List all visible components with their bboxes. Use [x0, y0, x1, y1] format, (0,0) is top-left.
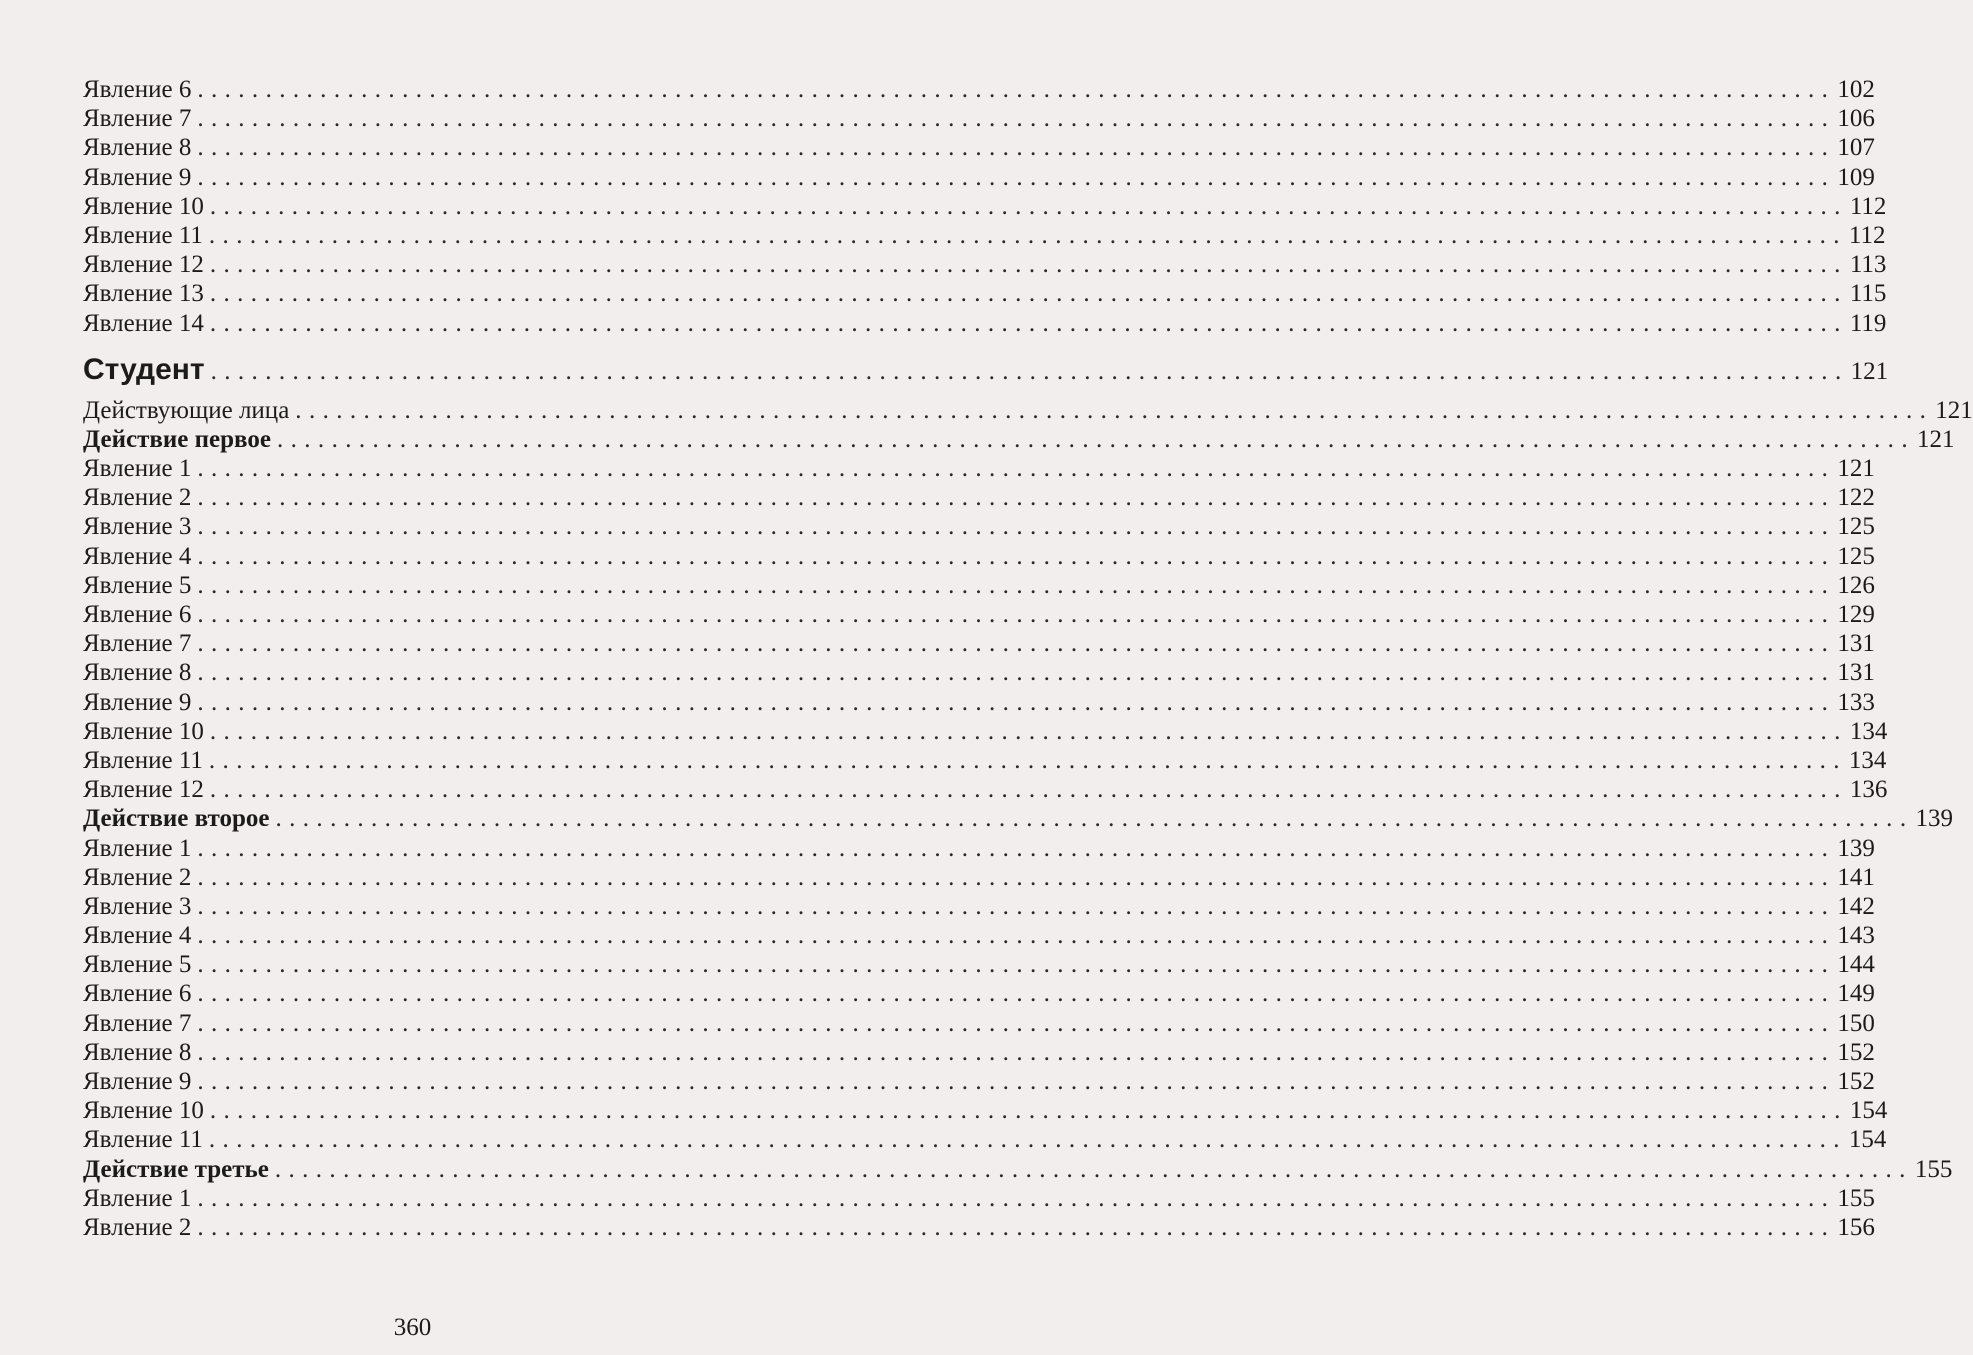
entry-title: Явление 1 [83, 1184, 192, 1212]
dot-leader: ........................................................................................................................ [197, 542, 1836, 570]
toc-entry [79, 571, 1875, 600]
entry-title: Явление 13 [83, 280, 204, 308]
entry-page-number: 152 [1837, 1038, 1875, 1066]
entry-page-number: 121 [1850, 357, 1889, 385]
toc-entry [79, 775, 1888, 804]
entry-page-number: 139 [1915, 805, 1953, 833]
dot-leader: ........................................................................................................................ [197, 980, 1836, 1008]
dot-leader: ........................................................................................................................ [197, 76, 1836, 103]
dot-leader: ........................................................................................................................ [210, 357, 1849, 385]
dot-leader: ........................................................................................................................ [197, 951, 1836, 979]
entry-page-number: 113 [1849, 251, 1887, 279]
entry-page-number: 122 [1837, 484, 1875, 512]
page-number: 360 [393, 1314, 432, 1341]
entry-page-number: 134 [1848, 746, 1887, 774]
entry-title: Явление 7 [83, 105, 192, 133]
dot-leader: ........................................................................................................................ [197, 659, 1836, 687]
entry-page-number: 121 [1837, 455, 1875, 483]
toc-act-heading [79, 804, 1953, 833]
dot-leader: ........................................................................................................................ [197, 922, 1836, 950]
entry-title: Явление 11 [83, 221, 203, 249]
entry-title: Явление 6 [83, 980, 192, 1008]
toc-entry [79, 746, 1887, 775]
entry-title: Явление 8 [83, 1038, 192, 1066]
entry-page-number: 154 [1849, 1097, 1888, 1125]
dot-leader: ........................................................................................................................ [295, 396, 1934, 424]
dot-leader: ........................................................................................................................ [197, 630, 1836, 658]
entry-page-number: 133 [1837, 688, 1875, 716]
toc-entry [79, 834, 1875, 863]
entry-page-number: 154 [1848, 1126, 1887, 1154]
dot-leader: ........................................................................................................................ [197, 455, 1836, 483]
entry-page-number: 141 [1837, 863, 1875, 891]
dot-leader: ........................................................................................................................ [209, 309, 1848, 337]
section-title: Студент [83, 352, 205, 386]
entry-title: Явление 9 [83, 1068, 192, 1095]
dot-leader: ........................................................................................................................ [275, 805, 1914, 833]
toc-entry [79, 892, 1875, 921]
toc-entry [79, 658, 1875, 687]
entry-title: Явление 10 [83, 1097, 204, 1125]
dot-leader: ........................................................................................................................ [197, 513, 1836, 541]
entry-title: Явление 12 [83, 776, 204, 804]
entry-page-number: 131 [1837, 659, 1875, 687]
table-of-contents [79, 75, 1973, 1242]
entry-title: Явление 10 [83, 192, 204, 220]
entry-title: Явление 11 [83, 1126, 203, 1154]
toc-entry [79, 688, 1875, 717]
toc-entry [79, 1067, 1875, 1096]
toc-section-heading [79, 346, 1889, 394]
entry-title: Явление 2 [83, 484, 192, 512]
entry-title: Явление 11 [83, 746, 203, 774]
dot-leader: ........................................................................................................................ [208, 746, 1847, 774]
toc-entry [79, 542, 1875, 571]
dot-leader: ........................................................................................................................ [276, 425, 1915, 453]
toc-act-heading [79, 425, 1955, 454]
toc-entry [79, 863, 1875, 892]
toc-entry [79, 600, 1875, 629]
entry-page-number: 144 [1837, 951, 1875, 979]
dot-leader: ........................................................................................................................ [209, 776, 1848, 804]
toc-entry [79, 921, 1875, 950]
entry-page-number: 112 [1848, 221, 1886, 249]
toc-entry [79, 979, 1875, 1008]
toc-entry [79, 163, 1875, 192]
toc-entry [79, 629, 1875, 658]
entry-page-number: 121 [1935, 396, 1973, 424]
dot-leader: ........................................................................................................................ [197, 134, 1836, 162]
entry-title: Явление 10 [83, 717, 204, 745]
toc-entry [79, 1038, 1875, 1067]
act-title: Действие первое [83, 425, 271, 453]
dot-leader: ........................................................................................................................ [197, 1068, 1836, 1095]
entry-page-number: 125 [1837, 513, 1875, 541]
entry-page-number: 149 [1837, 980, 1875, 1008]
dot-leader: ........................................................................................................................ [209, 717, 1848, 745]
dot-leader: ........................................................................................................................ [197, 892, 1836, 920]
toc-entry [79, 104, 1875, 133]
entry-page-number: 125 [1837, 542, 1875, 570]
toc-entry [79, 75, 1875, 104]
toc-entry [79, 133, 1875, 162]
entry-page-number: 142 [1837, 892, 1875, 920]
entry-page-number: 129 [1837, 601, 1875, 628]
entry-title: Явление 1 [83, 834, 192, 862]
entry-page-number: 139 [1837, 834, 1875, 862]
entry-title: Действующие лица [83, 396, 290, 424]
entry-page-number: 109 [1837, 163, 1875, 191]
entry-title: Явление 9 [83, 163, 192, 191]
dot-leader: ........................................................................................................................ [197, 1213, 1836, 1241]
dot-leader: ........................................................................................................................ [197, 688, 1836, 716]
toc-act-heading [79, 1155, 1953, 1184]
entry-title: Явление 2 [83, 863, 192, 891]
dot-leader: ........................................................................................................................ [197, 484, 1836, 512]
toc-entry [79, 250, 1887, 279]
dot-leader: ........................................................................................................................ [208, 1126, 1847, 1154]
entry-title: Явление 3 [83, 513, 192, 541]
entry-page-number: 155 [1837, 1184, 1875, 1212]
toc-entry [79, 512, 1875, 541]
entry-title: Явление 5 [83, 571, 192, 599]
toc-entry [79, 1125, 1887, 1154]
entry-title: Явление 8 [83, 659, 192, 687]
entry-title: Явление 3 [83, 892, 192, 920]
entry-title: Явление 9 [83, 688, 192, 716]
entry-page-number: 121 [1916, 425, 1955, 453]
entry-page-number: 150 [1837, 1009, 1875, 1037]
toc-entry [79, 717, 1888, 746]
toc-entry [79, 1184, 1875, 1213]
entry-page-number: 136 [1849, 776, 1888, 804]
entry-title: Явление 1 [83, 455, 192, 483]
entry-title: Явление 14 [83, 309, 204, 337]
toc-entry [79, 279, 1887, 308]
dot-leader: ........................................................................................................................ [197, 1009, 1836, 1037]
dot-leader: ........................................................................................................................ [197, 105, 1836, 133]
entry-title: Явление 5 [83, 951, 192, 979]
entry-title: Явление 6 [83, 601, 192, 628]
entry-page-number: 119 [1849, 309, 1887, 337]
dot-leader: ........................................................................................................................ [208, 221, 1847, 249]
toc-entry [79, 1009, 1875, 1038]
entry-title: Явление 6 [83, 76, 192, 103]
entry-page-number: 115 [1849, 280, 1887, 308]
entry-page-number: 102 [1837, 76, 1875, 103]
entry-title: Явление 7 [83, 630, 192, 658]
dot-leader: ........................................................................................................................ [197, 1184, 1836, 1212]
entry-page-number: 107 [1837, 134, 1875, 162]
entry-page-number: 143 [1837, 922, 1875, 950]
entry-page-number: 156 [1837, 1213, 1875, 1241]
toc-entry [79, 1096, 1888, 1125]
entry-page-number: 155 [1914, 1155, 1953, 1183]
entry-page-number: 112 [1849, 192, 1887, 220]
entry-page-number: 106 [1837, 105, 1875, 133]
dot-leader: ........................................................................................................................ [197, 571, 1836, 599]
entry-title: Явление 12 [83, 251, 204, 279]
entry-page-number: 131 [1837, 630, 1875, 658]
dot-leader: ........................................................................................................................ [197, 863, 1836, 891]
act-title: Действие второе [83, 805, 270, 833]
dot-leader: ........................................................................................................................ [209, 1097, 1848, 1125]
toc-entry [79, 950, 1875, 979]
entry-title: Явление 4 [83, 922, 192, 950]
entry-page-number: 152 [1837, 1068, 1875, 1095]
toc-entry [79, 221, 1886, 250]
entry-title: Явление 7 [83, 1009, 192, 1037]
toc-entry [79, 483, 1875, 512]
dot-leader: ........................................................................................................................ [197, 1038, 1836, 1066]
entry-page-number: 126 [1837, 571, 1875, 599]
dot-leader: ........................................................................................................................ [197, 834, 1836, 862]
toc-entry [79, 309, 1887, 338]
toc-entry [79, 192, 1887, 221]
toc-entry [79, 1213, 1875, 1242]
dot-leader: ........................................................................................................................ [209, 280, 1848, 308]
entry-title: Явление 8 [83, 134, 192, 162]
entry-title: Явление 4 [83, 542, 192, 570]
toc-entry [79, 454, 1875, 483]
dot-leader: ........................................................................................................................ [274, 1155, 1913, 1183]
act-title: Действие третье [83, 1155, 269, 1183]
dot-leader: ........................................................................................................................ [209, 192, 1848, 220]
dot-leader: ........................................................................................................................ [197, 601, 1836, 628]
dot-leader: ........................................................................................................................ [209, 251, 1848, 279]
dot-leader: ........................................................................................................................ [197, 163, 1836, 191]
toc-entry [79, 396, 1973, 425]
entry-page-number: 134 [1849, 717, 1888, 745]
entry-title: Явление 2 [83, 1213, 192, 1241]
